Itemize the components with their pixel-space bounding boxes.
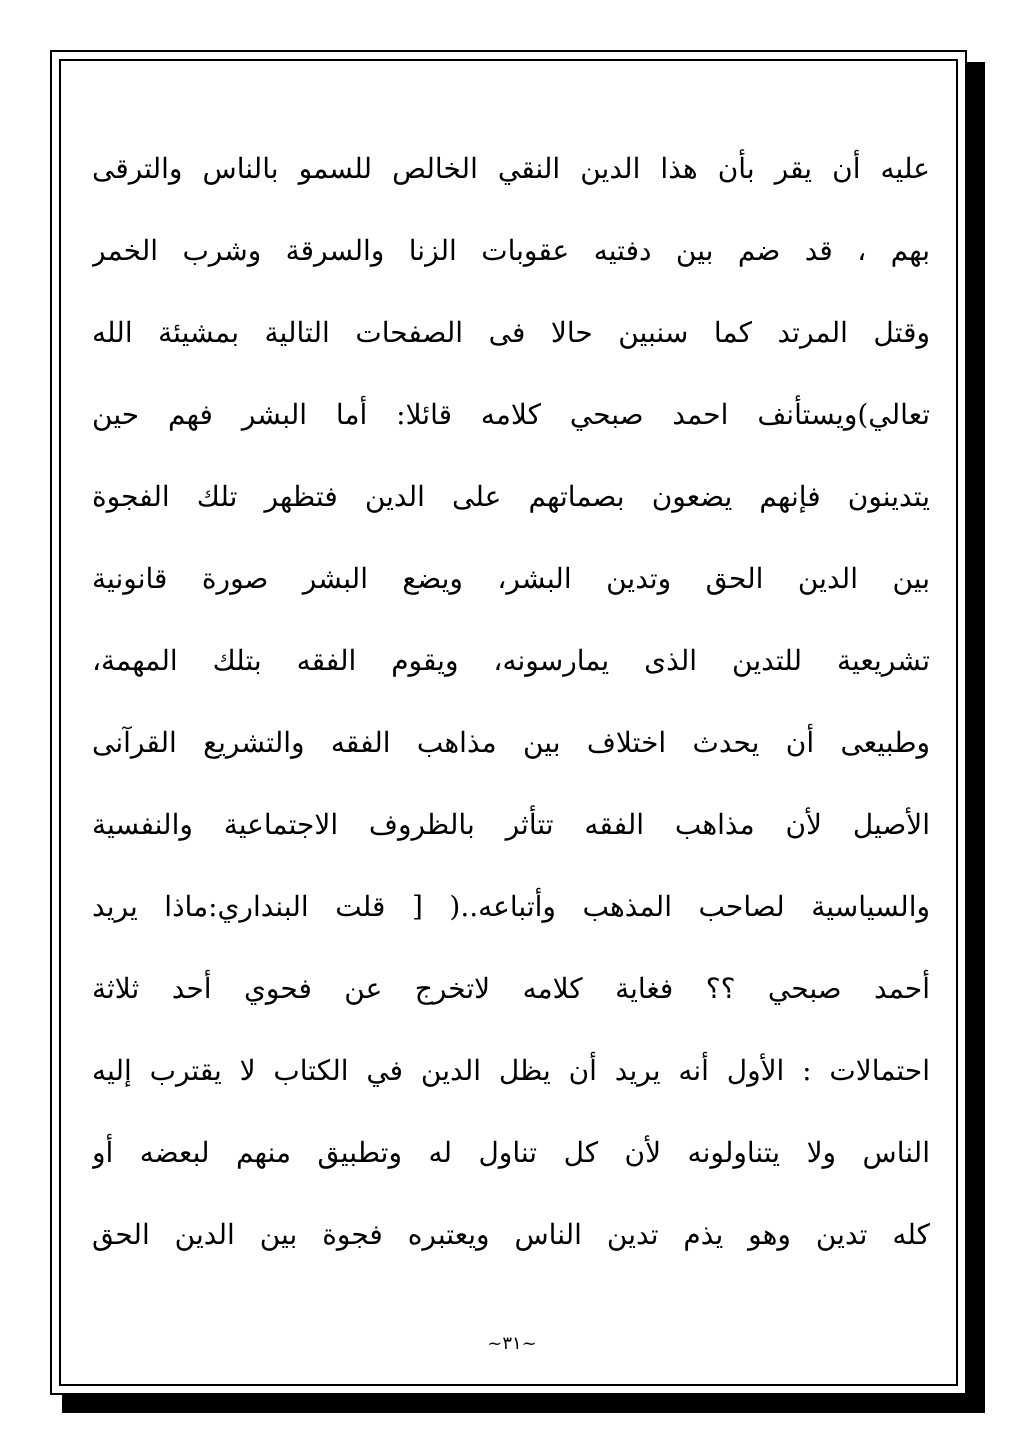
page-number: ~٣١~ — [487, 1333, 537, 1354]
text-line: تشريعية للتدين الذى يمارسونه، ويقوم الفقه بتلك المهمة، — [92, 644, 930, 677]
text-line: تعالي)ويستأنف احمد صبحي كلامه قائلا: أما البشر فهم حين — [92, 398, 930, 431]
text-line: الناس ولا يتناولونه لأن كل تناول له وتطبيق منهم لبعضه أو — [92, 1136, 930, 1169]
text-line: بين الدين الحق وتدين البشر، ويضع البشر صورة قانونية — [92, 562, 930, 595]
text-line: بهم ، قد ضم بين دفتيه عقوبات الزنا والسرقة وشرب الخمر — [92, 234, 930, 267]
text-line: احتمالات : الأول أنه يريد أن يظل الدين في الكتاب لا يقترب إليه — [92, 1054, 930, 1087]
text-line: أحمد صبحي ؟؟ فغاية كلامه لاتخرج عن فحوي أحد ثلاثة — [92, 972, 930, 1005]
text-line: وقتل المرتد كما سنبين حالا فى الصفحات التالية بمشيئة الله — [92, 316, 930, 349]
text-line: عليه أن يقر بأن هذا الدين النقي الخالص للسمو بالناس والترقى — [92, 152, 930, 185]
body-text — [92, 128, 930, 1276]
text-line: والسياسية لصاحب المذهب وأتباعه..( [ قلت البنداري:ماذا يريد — [92, 890, 930, 923]
text-line: الأصيل لأن مذاهب الفقه تتأثر بالظروف الاجتماعية والنفسية — [92, 808, 930, 841]
text-line: كله تدين وهو يذم تدين الناس ويعتبره فجوة بين الدين الحق — [92, 1218, 930, 1251]
text-line: يتدينون فإنهم يضعون بصماتهم على الدين فتظهر تلك الفجوة — [92, 480, 930, 513]
text-line: وطبيعى أن يحدث اختلاف بين مذاهب الفقه والتشريع القرآنى — [92, 726, 930, 759]
